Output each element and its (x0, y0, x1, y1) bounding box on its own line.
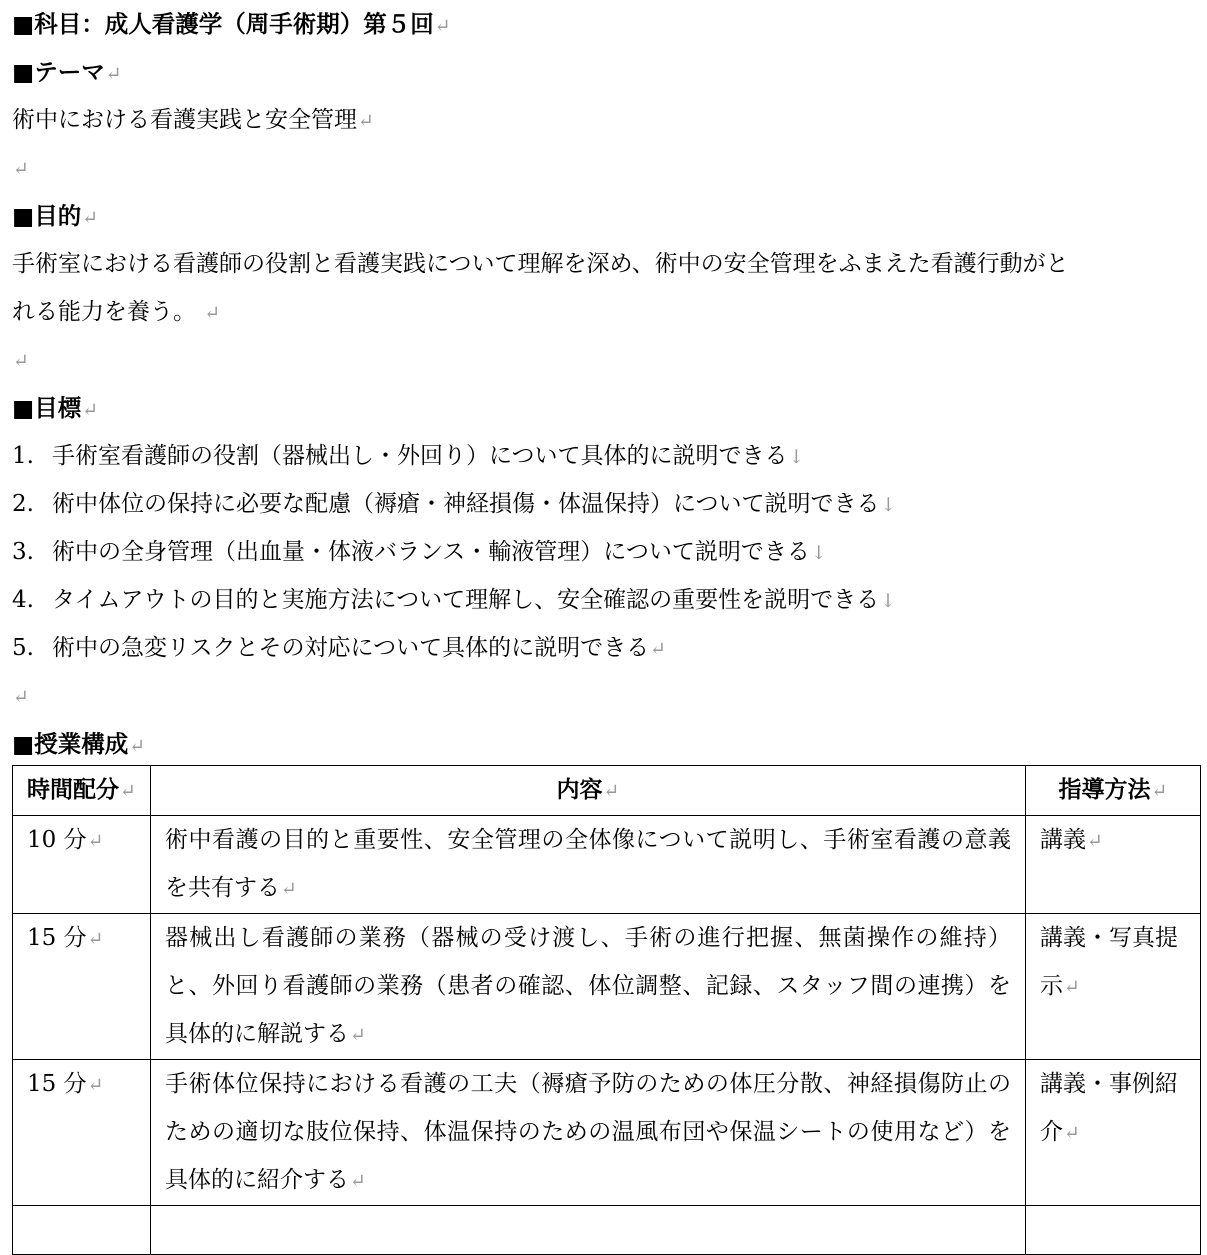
empty-paragraph (12, 672, 1207, 720)
paragraph-mark-icon: ↵ (650, 638, 667, 660)
cell-end-mark-icon: ↵ (603, 780, 620, 802)
goal-number: 5. (12, 635, 34, 661)
header-time: 時間配分↵ (13, 766, 151, 816)
cell-end-mark-icon: ↵ (1064, 1122, 1080, 1144)
time-cell (13, 1206, 151, 1255)
lesson-structure-table (12, 765, 1201, 1255)
paragraph-mark-icon: ↵ (105, 63, 122, 85)
content-cell: 器械出し看護師の業務（器械の受け渡し、手術の進行把握、無菌操作の維持）と、外回り看護師の業務（患者の確認、体位調整、記録、スタッフ間の連携）を具体的に解説する↵ (151, 914, 1026, 1060)
method-cell: 講義↵ (1026, 816, 1201, 914)
content-cell (151, 1206, 1026, 1255)
cell-end-mark-icon: ↵ (1064, 976, 1080, 998)
content-cell: 術中看護の目的と重要性、安全管理の全体像について説明し、手術室看護の意義を共有する↵ (151, 816, 1026, 914)
table-header-row (13, 766, 1201, 816)
empty-paragraph (12, 144, 1207, 192)
line-break-mark-icon: ↓ (880, 494, 897, 516)
paragraph-mark-icon: ↵ (82, 399, 99, 421)
paragraph-mark-icon: ↵ (129, 735, 146, 757)
theme-text: 術中における看護実践と安全管理↵ (12, 107, 374, 133)
method-cell: 講義・写真提示↵ (1026, 914, 1201, 1060)
structure-heading: ■授業構成↵ (12, 730, 146, 758)
paragraph-mark-icon: ↵ (204, 302, 221, 324)
paragraph-mark-icon: ↵ (13, 686, 29, 708)
goal-number: 1. (12, 443, 34, 469)
paragraph-mark-icon: ↵ (434, 15, 451, 37)
cell-end-mark-icon: ↵ (350, 1024, 366, 1046)
goal-number: 4. (12, 587, 34, 613)
cell-end-mark-icon: ↵ (1151, 780, 1168, 802)
goal-item: 5. 術中の急変リスクとその対応について具体的に説明できる↵ (12, 624, 1207, 672)
line-break-mark-icon: ↓ (880, 590, 897, 612)
header-content: 内容↵ (151, 766, 1026, 816)
goals-heading: ■目標↵ (12, 394, 99, 422)
purpose-text-line-2: れる能力を養う。 ↵ (12, 299, 221, 325)
content-cell: 手術体位保持における看護の工夫（褥瘡予防のための体圧分散、神経損傷防止のための適切な肢位保持、体温保持のための温風布団や保温シートの使用など）を具体的に紹介する↵ (151, 1060, 1026, 1206)
method-cell: 講義・事例紹介↵ (1026, 1060, 1201, 1206)
line-break-mark-icon: ↓ (788, 446, 805, 468)
cell-end-mark-icon: ↵ (87, 1074, 104, 1096)
document-body (12, 0, 1207, 768)
table-row (13, 914, 1201, 1060)
cell-end-mark-icon: ↵ (281, 878, 297, 900)
time-cell: 15 分↵ (13, 1060, 151, 1206)
purpose-heading: ■目的↵ (12, 202, 99, 230)
paragraph-mark-icon: ↵ (358, 110, 374, 132)
cell-end-mark-icon: ↵ (87, 830, 104, 852)
subject-heading: ■科目：成人看護学（周手術期）第５回↵ (12, 10, 451, 38)
goal-item: 4. タイムアウトの目的と実施方法について理解し、安全確認の重要性を説明できる↓ (12, 576, 1207, 624)
cell-end-mark-icon: ↵ (87, 928, 104, 950)
goal-number: 3. (12, 539, 34, 565)
goal-item: 2. 術中体位の保持に必要な配慮（褥瘡・神経損傷・体温保持）について説明できる↓ (12, 480, 1207, 528)
cell-end-mark-icon: ↵ (350, 1170, 366, 1192)
cell-end-mark-icon: ↵ (120, 780, 136, 802)
table-row (13, 1206, 1201, 1255)
theme-heading: ■テーマ↵ (12, 58, 122, 86)
header-method: 指導方法↵ (1026, 766, 1201, 816)
paragraph-mark-icon: ↵ (82, 207, 99, 229)
paragraph-mark-icon: ↵ (13, 350, 29, 372)
purpose-text-line-1: 手術室における看護師の役割と看護実践について理解を深め、術中の安全管理をふまえた看護行動がと (12, 251, 1069, 277)
empty-paragraph (12, 336, 1207, 384)
goal-item: 1. 手術室看護師の役割（器械出し・外回り）について具体的に説明できる↓ (12, 432, 1207, 480)
goal-number: 2. (12, 491, 34, 517)
goal-item: 3. 術中の全身管理（出血量・体液バランス・輸液管理）について説明できる↓ (12, 528, 1207, 576)
time-cell: 10 分↵ (13, 816, 151, 914)
time-cell: 15 分↵ (13, 914, 151, 1060)
cell-end-mark-icon: ↵ (1087, 830, 1103, 852)
table-row (13, 816, 1201, 914)
table-row (13, 1060, 1201, 1206)
paragraph-mark-icon: ↵ (13, 158, 29, 180)
line-break-mark-icon: ↓ (810, 542, 827, 564)
method-cell (1026, 1206, 1201, 1255)
